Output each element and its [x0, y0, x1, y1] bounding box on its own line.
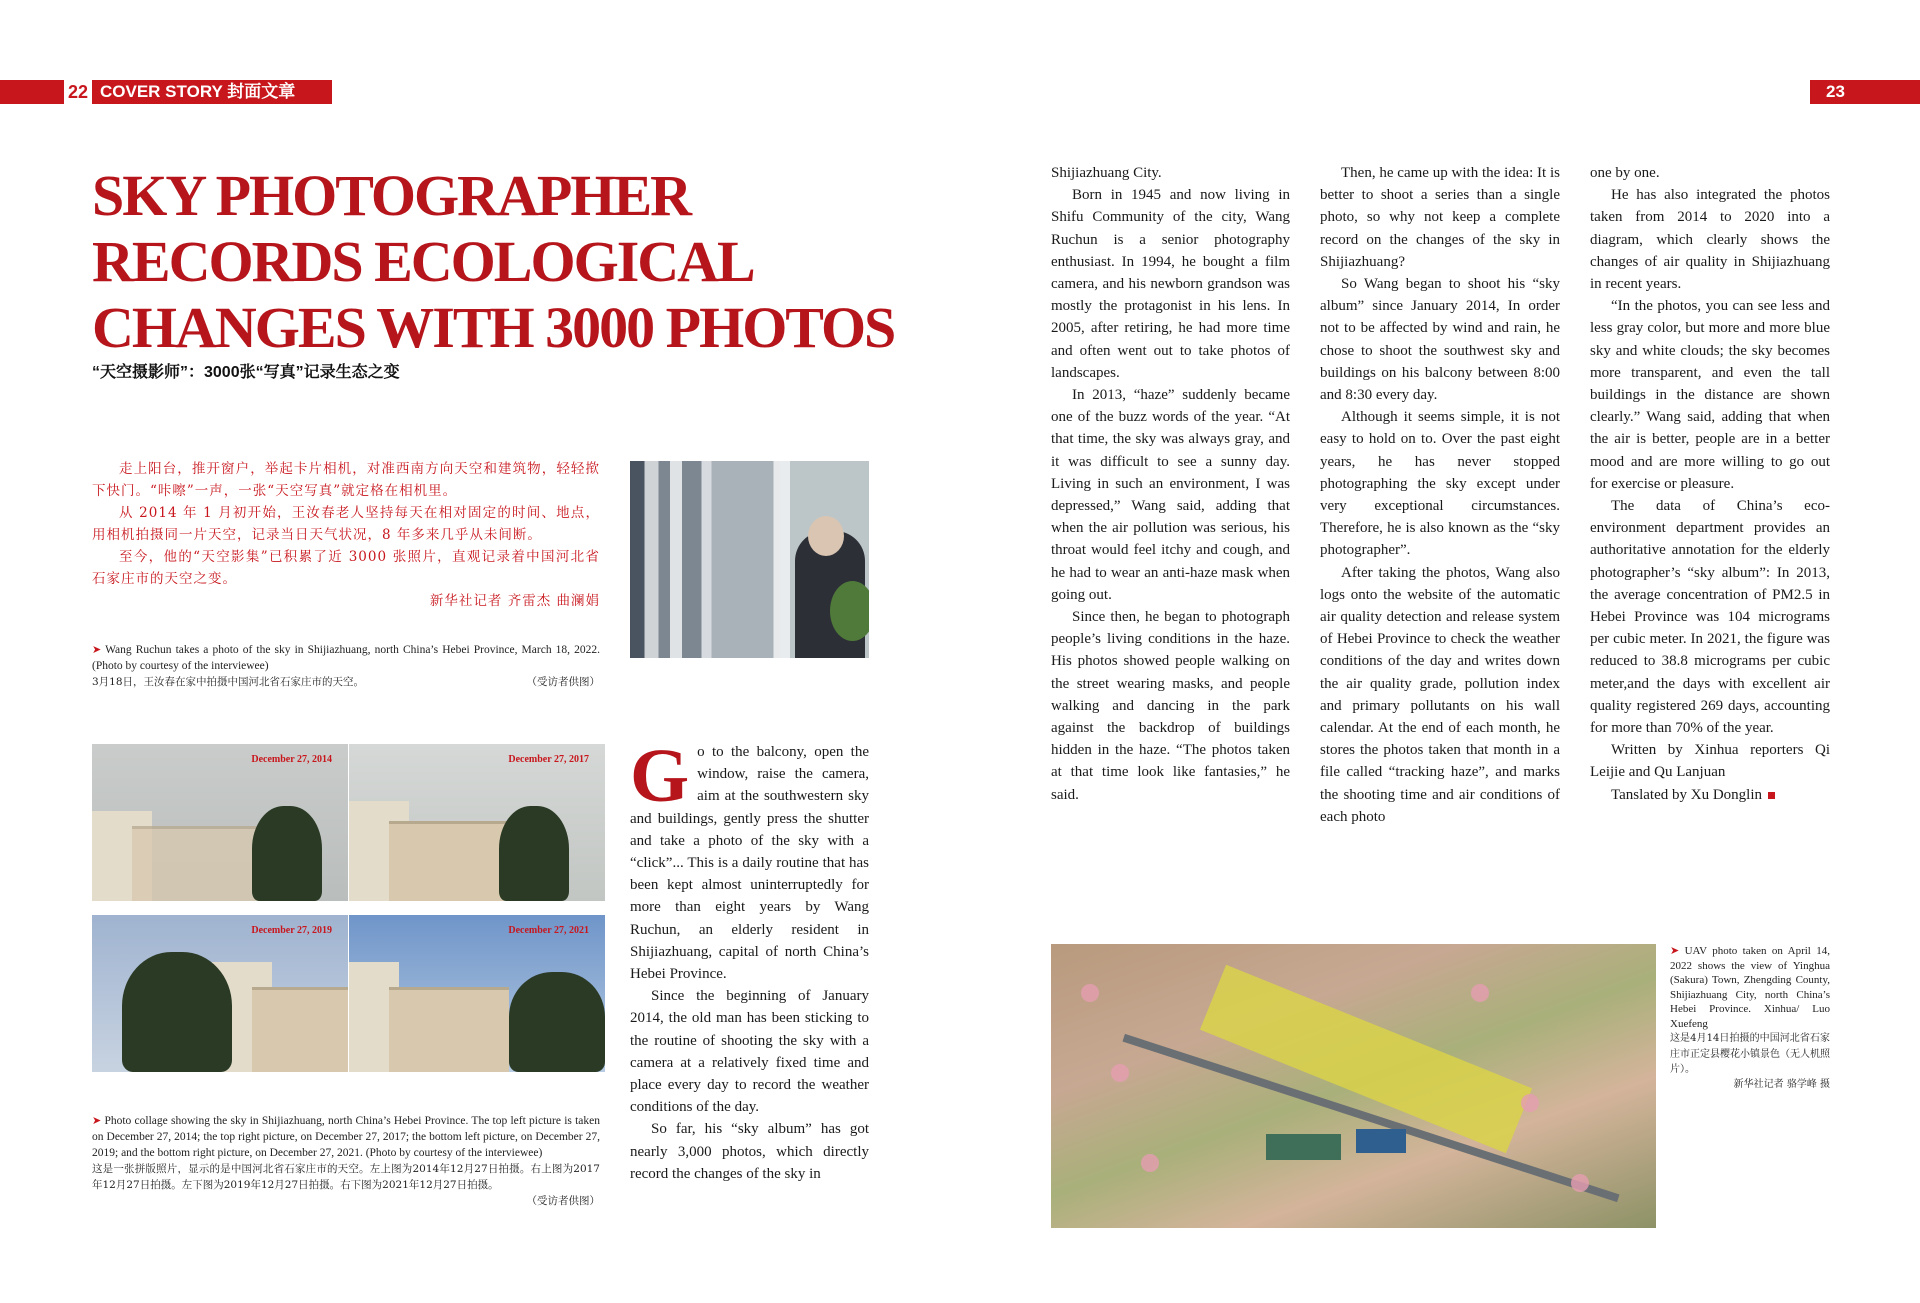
body-paragraph: So far, his “sky album” has got nearly 3,000 photos, which directly record the changes of the sky in: [630, 1121, 869, 1182]
intro-paragraph: 至今，他的“天空影集”已积累了近 3000 张照片，直观记录着中国河北省石家庄市的天空之变。: [92, 549, 600, 587]
body-paragraph: one by one.: [1590, 165, 1660, 181]
photo-date-label: December 27, 2014: [251, 754, 332, 765]
caption-cn: 这是4月14日拍摄的中国河北省石家庄市正定县樱花小镇景色（无人机照片）。: [1670, 1033, 1830, 1075]
right-page-header-bar: [1810, 80, 1920, 104]
title-line: SKY PHOTOGRAPHER: [92, 163, 691, 228]
end-mark-icon: [1768, 792, 1775, 799]
intro-byline: 新华社记者 齐雷杰 曲澜娟: [429, 593, 600, 609]
lead-paragraph: [630, 734, 869, 985]
body-paragraph: He has also integrated the photos taken from 2014 to 2020 into a diagram, which clearly shows the changes of air quality in Shijiazhuang in recent years.: [1590, 187, 1830, 293]
intro-paragraph: 从 2014 年 1 月初开始，王汝春老人坚持每天在相对固定的时间、地点，用相机拍摄同一片天空，记录当日天气状况，8 年多来几乎从未间断。: [92, 505, 600, 543]
building: [132, 826, 272, 901]
body-column-4: [1590, 162, 1830, 806]
body-paragraph: After taking the photos, Wang also logs onto the website of the automatic air quality detection and release system of Hebei Province to check the weather conditions of the day and writes down the air quality grade, pollution index and primary pollutants on his wall calendar. At the end of each month, he stores the photos taken that month in a file called “tracking haze”, and marks the shooting time and air conditions of each photo: [1320, 564, 1560, 825]
caption-arrow-icon: ➤: [92, 644, 102, 656]
left-page-header-bar: [0, 80, 332, 104]
body-paragraph: The data of China’s eco-environment department provides an authoritative annotation for the elderly photographer’s “sky album”: In 2013, the average concentration of PM2.5 in Hebei Province was 104 micrograms per cubic meter. In 2021, the figure was reduced to 38.8 micrograms per cubic meter,and the days with excellent air quality registered 269 days, accounting for more than 70% of the year.: [1590, 498, 1830, 737]
collage-caption: [92, 1113, 600, 1209]
right-page-number: 23: [1826, 82, 1845, 101]
window-frame: [670, 461, 682, 658]
photo-man-at-window: [630, 461, 869, 658]
body-column-1: [630, 734, 869, 1185]
blossom-tree: [1521, 1094, 1539, 1112]
photo-aerial-sakura-town: [1051, 944, 1656, 1228]
photo-date-label: December 27, 2021: [508, 925, 589, 936]
tree: [122, 952, 232, 1072]
lead-text: o to the balcony, open the window, raise the camera, aim at the southwestern sky and buildings, gently press the shutter and take a photo of the sky with a “click”... This is a daily routine that has been kept almost uninterruptedly for more than eight years by Wang Ruchun, an elderly resident in Shijiazhuang, capital of north China’s Hebei Province.: [630, 744, 869, 983]
caption-cn: 3月18日，王汝春在家中拍摄中国河北省石家庄市的天空。: [92, 676, 365, 688]
building: [389, 987, 509, 1072]
greenhouse: [1266, 1134, 1341, 1160]
body-paragraph: “In the photos, you can see less and less gray color, but more and more blue sky and white clouds; the sky becomes more transparent, and even the tall buildings in the distance are shown clearly.” Wang said, adding that when the air is better, people are in a better mood and are more willing to go out for exercise or pleasure.: [1590, 298, 1830, 492]
body-paragraph: Although it seems simple, it is not easy to hold on to. Over the past eight years, he has never stopped photographing the sky except under very exceptional circumstances. Therefore, he is also known as the “sky photographer”.: [1320, 409, 1560, 559]
photo-date-label: December 27, 2019: [251, 925, 332, 936]
window-photo-caption: [92, 642, 600, 690]
tree: [509, 972, 605, 1072]
collage-photo-2017: [349, 744, 605, 901]
blossom-tree: [1081, 984, 1099, 1002]
body-paragraph: Then, he came up with the idea: It is better to shoot a series than a single photo, so why not keep a complete record on the changes of the sky in Shijiazhuang?: [1320, 165, 1560, 270]
chinese-intro: [92, 458, 600, 612]
caption-arrow-icon: ➤: [1670, 945, 1680, 957]
collage-photo-2019: [92, 915, 348, 1072]
aerial-photo-caption: [1670, 944, 1830, 1092]
body-column-2: [1051, 162, 1290, 806]
caption-en: Photo collage showing the sky in Shijiazhuang, north China’s Hebei Province. The top left picture is taken on December 27, 2014; the top right picture, on December 27, 2017; the bottom left picture, on December 27, 2019; and the bottom right picture, on December 27, 2021. (Photo by courtesy of the interviewee): [92, 1115, 601, 1159]
window-frame: [780, 461, 790, 658]
body-paragraph: In 2013, “haze” suddenly became one of the buzz words of the year. “At that time, the sky was always gray, and it was difficult to see a sunny day. Living in such an environment, I was depressed,” Wang said, adding that when the air pollution was serious, his throat would feel itchy and cough, and he had to wear an anti-haze mask when going out.: [1051, 387, 1290, 603]
blossom-tree: [1111, 1064, 1129, 1082]
caption-cn-credit: 新华社记者 骆学峰 摄: [1733, 1078, 1830, 1090]
translator-credit: [1590, 784, 1830, 806]
body-paragraph: Born in 1945 and now living in Shifu Community of the city, Wang Ruchun is a senior photography enthusiast. In 1994, he bought a film camera, and his newborn grandson was mostly the protagonist in his lens. In 2005, after retiring, he had more time and often went out to take photos of landscapes.: [1051, 187, 1290, 381]
caption-cn-credit: （受访者供图）: [526, 1195, 600, 1207]
body-paragraph: Since the beginning of January 2014, the old man has been sticking to the routine of shooting the sky with a camera at a relatively fixed time and place every day to record the weather conditions of the day.: [630, 988, 869, 1116]
caption-cn: 这是一张拼版照片，显示的是中国河北省石家庄市的天空。左上图为2014年12月27日拍摄。右上图为2017年12月27日拍摄。左下图为2019年12月27日拍摄。右下图为2021年12月27日拍摄。: [92, 1163, 600, 1191]
article-title: [92, 163, 895, 361]
collage-photo-2014: [92, 744, 348, 901]
title-line: CHANGES WITH 3000 PHOTOS: [92, 295, 895, 360]
photo-date-label: December 27, 2017: [508, 754, 589, 765]
body-paragraph: Shijiazhuang City.: [1051, 165, 1162, 181]
collage-photo-2021: [349, 915, 605, 1072]
body-paragraph: So Wang began to shoot his “sky album” since January 2014, In order not to be affected by wind and rain, he chose to shoot the southwest sky and buildings on his balcony between 8:00 and 8:30 every day.: [1320, 276, 1560, 404]
caption-cn-credit: （受访者供图）: [526, 676, 600, 688]
potted-plant: [830, 581, 869, 641]
author-credit: Written by Xinhua reporters Qi Leijie and Qu Lanjuan: [1590, 742, 1830, 781]
intro-paragraph: 走上阳台，推开窗户，举起卡片相机，对准西南方向天空和建筑物，轻轻揿下快门。“咔嚓”一声，一张“天空写真”就定格在相机里。: [92, 461, 600, 499]
caption-en: Wang Ruchun takes a photo of the sky in Shijiazhuang, north China’s Hebei Province, March 18, 2022. (Photo by courtesy of the interviewee): [92, 644, 600, 672]
caption-arrow-icon: ➤: [92, 1115, 102, 1127]
tree: [499, 806, 569, 901]
body-paragraph: Since then, he began to photograph people’s living conditions in the haze. His photos showed people walking on the street wearing masks, and people walking and dancing in the park against the backdrop of buildings hidden in the haze. “The photos taken at that time look like fantasies,” he said.: [1051, 609, 1290, 803]
blossom-tree: [1471, 984, 1489, 1002]
drop-cap: G: [630, 734, 690, 818]
section-label: COVER STORY 封面文章: [100, 82, 296, 101]
man-head: [808, 516, 844, 556]
chinese-subtitle: “天空摄影师”：3000张“写真”记录生态之变: [92, 364, 400, 381]
blossom-tree: [1571, 1174, 1589, 1192]
greenhouse: [1356, 1129, 1406, 1153]
left-page-number: 22: [64, 80, 92, 104]
building: [252, 987, 348, 1072]
blossom-tree: [1141, 1154, 1159, 1172]
body-column-3: [1320, 162, 1560, 828]
tree: [252, 806, 322, 901]
caption-en: UAV photo taken on April 14, 2022 shows the view of Yinghua (Sakura) Town, Zhengding County, Shijiazhuang City, north China’s Hebei Province. Xinhua/ Luo Xuefeng: [1670, 945, 1830, 1030]
translator-credit-text: Tanslated by Xu Donglin: [1611, 786, 1763, 803]
title-line: RECORDS ECOLOGICAL: [92, 229, 754, 294]
